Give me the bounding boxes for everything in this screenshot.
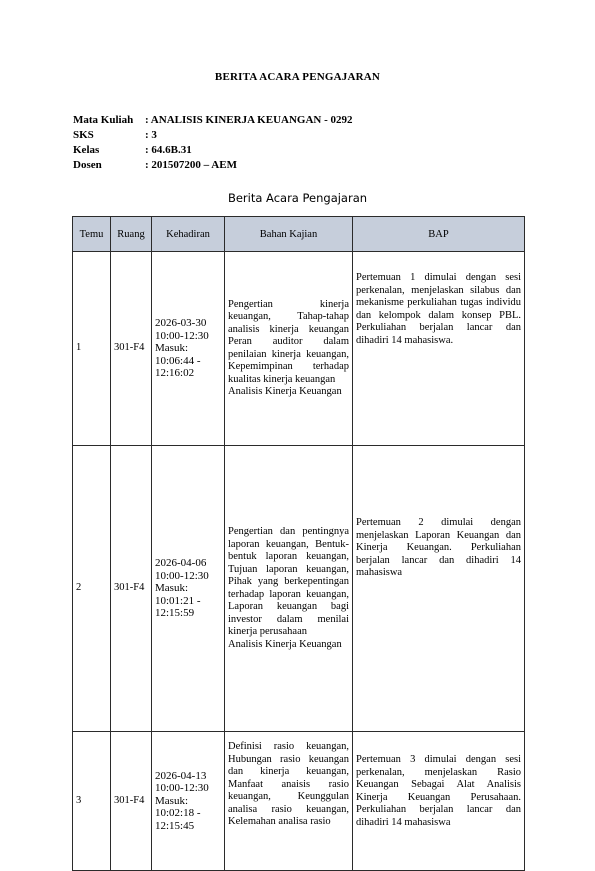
info-label: Dosen bbox=[73, 159, 102, 171]
cell-bap: Pertemuan 1 dimulai dengan sesi perkenalan, menjelaskan silabus dan mekanisme perkuliahan tugas individu dan kelompok dalam konsep PBL. Perkuliahan berjalan lancar dan dihadiri 14 mahasiswa. bbox=[353, 252, 525, 446]
kehadiran-in: 10:02:18 - bbox=[155, 807, 201, 820]
cell-kehadiran bbox=[152, 446, 225, 732]
cell-bahan-kajian bbox=[225, 732, 353, 871]
info-label: SKS bbox=[73, 129, 94, 141]
kehadiran-label: Masuk: bbox=[155, 582, 188, 595]
cell-ruang: 301-F4 bbox=[111, 732, 152, 871]
bahan-text: Pengertian kinerja keuangan, Tahap-tahap analisis kinerja keuangan Peran auditor dalam penilaian kinerja keuangan, Kepemimpinan terhadap kualitas kinerja keuangan bbox=[228, 298, 349, 385]
cell-bahan-kajian bbox=[225, 446, 353, 732]
bap-table bbox=[72, 216, 525, 871]
header-bap: BAP bbox=[353, 217, 525, 252]
page-title: BERITA ACARA PENGAJARAN bbox=[214, 71, 381, 83]
table-header-row bbox=[73, 217, 525, 252]
cell-bap: Pertemuan 2 dimulai dengan menjelaskan Laporan Keuangan dan Kinerja Keuangan. Perkuliahan berjalan lancar dan dihadiri 14 mahasiswa bbox=[353, 446, 525, 732]
table-title: Berita Acara Pengajaran bbox=[227, 191, 368, 205]
bahan-text: Definisi rasio keuangan, Hubungan rasio keuangan dan kinerja keuangan, Manfaat anaisis rasio keuangan, Keunggulan analisa rasio keuangan, Kelemahan analisa rasio bbox=[228, 741, 349, 827]
info-label: Mata Kuliah bbox=[73, 114, 134, 126]
table-row bbox=[73, 252, 525, 446]
header-bahan-kajian: Bahan Kajian bbox=[225, 217, 353, 252]
kehadiran-date: 2026-04-06 bbox=[155, 557, 207, 570]
bahan-extra: Analisis Kinerja Keuangan bbox=[228, 386, 342, 397]
header-ruang: Ruang bbox=[111, 217, 152, 252]
kehadiran-in: 10:01:21 - bbox=[155, 594, 201, 607]
info-row-dosen bbox=[73, 158, 353, 173]
info-row-kelas bbox=[73, 143, 353, 158]
info-row-mata-kuliah bbox=[73, 113, 353, 128]
header-kehadiran: Kehadiran bbox=[152, 217, 225, 252]
cell-ruang: 301-F4 bbox=[111, 446, 152, 732]
info-row-sks bbox=[73, 128, 353, 143]
table-row bbox=[73, 446, 525, 732]
cell-kehadiran bbox=[152, 252, 225, 446]
header-temu: Temu bbox=[73, 217, 111, 252]
kehadiran-in: 10:06:44 - bbox=[155, 354, 201, 367]
info-value: : 64.6B.31 bbox=[145, 144, 192, 156]
kehadiran-out: 12:15:45 bbox=[155, 819, 195, 832]
info-label: Kelas bbox=[73, 144, 100, 156]
info-value: : ANALISIS KINERJA KEUANGAN - 0292 bbox=[145, 114, 353, 126]
cell-bap: Pertemuan 3 dimulai dengan sesi perkenalan, menjelaskan Rasio Keuangan Sebagai Alat Analisis Kinerja Keuangan Perusahaan. Perkuliahan berjalan lancar dan dihadiri 14 mahasiswa bbox=[353, 732, 525, 871]
kehadiran-date: 2026-03-30 bbox=[155, 317, 207, 330]
cell-temu: 2 bbox=[73, 446, 111, 732]
kehadiran-time: 10:00-12:30 bbox=[155, 569, 209, 582]
kehadiran-label: Masuk: bbox=[155, 342, 188, 355]
kehadiran-date: 2026-04-13 bbox=[155, 769, 207, 782]
cell-temu: 3 bbox=[73, 732, 111, 871]
bahan-extra: Analisis Kinerja Keuangan bbox=[228, 638, 342, 650]
cell-temu: 1 bbox=[73, 252, 111, 446]
info-value: : 201507200 – AEM bbox=[145, 159, 237, 171]
table-row bbox=[73, 732, 525, 871]
bahan-text: Pengertian dan pentingnya laporan keuangan, Bentuk-bentuk laporan keuangan, Tujuan laporan keuangan, Pihak yang berkepentingan terhadap laporan keuangan, Laporan keuangan bagi investor dalam menilai kinerja perusahaan bbox=[228, 526, 349, 637]
kehadiran-label: Masuk: bbox=[155, 794, 188, 807]
cell-kehadiran bbox=[152, 732, 225, 871]
cell-ruang: 301-F4 bbox=[111, 252, 152, 446]
kehadiran-time: 10:00-12:30 bbox=[155, 329, 209, 342]
kehadiran-out: 12:16:02 bbox=[155, 367, 195, 380]
course-info bbox=[73, 113, 353, 173]
cell-bahan-kajian bbox=[225, 252, 353, 446]
info-value: : 3 bbox=[145, 129, 157, 141]
kehadiran-time: 10:00-12:30 bbox=[155, 782, 209, 795]
kehadiran-out: 12:15:59 bbox=[155, 607, 195, 620]
